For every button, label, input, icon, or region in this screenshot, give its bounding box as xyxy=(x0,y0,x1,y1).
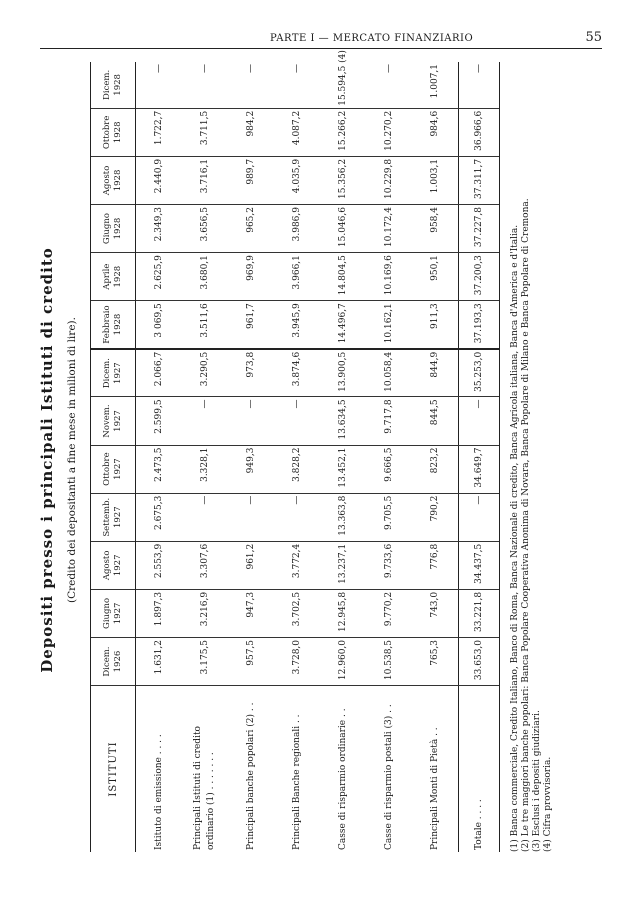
institution-name: Istituto di emissione . . . . xyxy=(153,734,164,850)
institution-name: Principali Monti di Pietà . . xyxy=(429,727,440,850)
table-row xyxy=(274,62,320,852)
column-header: Ottobre 1927 xyxy=(91,445,136,493)
table-cell: 2.440,9 xyxy=(136,156,183,204)
table-row xyxy=(412,62,459,852)
table-cell: — xyxy=(274,62,320,108)
table-cell: — xyxy=(136,62,183,108)
table-cell: 3.711,5 xyxy=(182,108,228,156)
footnote: (1) Banca commerciale, Credito Italiano, Banco di Roma, Banca Nazionale di credito, Banca Agricola italiana, Banca d'America e d'Italia. xyxy=(510,224,520,852)
table-cell: 9.705,5 xyxy=(366,493,412,541)
table-cell: 3.716,1 xyxy=(182,156,228,204)
table-cell: 961,2 xyxy=(228,541,274,589)
table-cell: 3.828,2 xyxy=(274,445,320,493)
table-cell: 4.035,9 xyxy=(274,156,320,204)
table-cell: — xyxy=(228,397,274,445)
table-cell: 33.653,0 xyxy=(459,637,500,685)
table-cell: 15.356,2 xyxy=(320,156,366,204)
table-cell: 35.253,0 xyxy=(459,349,500,397)
table-cell: — xyxy=(228,62,274,108)
table-cell: 37.200,3 xyxy=(459,253,500,301)
table-header-row xyxy=(91,62,136,852)
footnote: (3) Esclusi i depositi giudiziari. xyxy=(532,710,542,852)
table-cell: 3.216,9 xyxy=(182,589,228,637)
table-cell: 37.311,7 xyxy=(459,156,500,204)
page-number: 55 xyxy=(585,30,602,45)
table-cell: 844,9 xyxy=(412,349,459,397)
footnote: (4) Cifra provvisoria. xyxy=(543,756,553,852)
table-cell: 10.229,8 xyxy=(366,156,412,204)
header-rule xyxy=(40,48,602,49)
table-cell: 3 069,5 xyxy=(136,301,183,349)
column-header: Dicem. 1927 xyxy=(91,349,136,397)
table-cell: 10.270,2 xyxy=(366,108,412,156)
table-cell: 989,7 xyxy=(228,156,274,204)
table-cell: 1.897,3 xyxy=(136,589,183,637)
institution-name: Principali Banche regionali . . xyxy=(291,714,302,850)
table-cell: 2.625,9 xyxy=(136,253,183,301)
column-header: Novem. 1927 xyxy=(91,397,136,445)
table-cell: 776,8 xyxy=(412,541,459,589)
table-cell: 3.728,0 xyxy=(274,637,320,685)
table-cell: — xyxy=(274,397,320,445)
total-row xyxy=(459,62,500,852)
table-cell: 949,3 xyxy=(228,445,274,493)
table-cell: 3.772,4 xyxy=(274,541,320,589)
table-cell: 9.717,8 xyxy=(366,397,412,445)
running-head-title: PARTE I — MERCATO FINANZIARIO xyxy=(270,33,474,44)
table-cell: 34.437,5 xyxy=(459,541,500,589)
table-cell: 947,3 xyxy=(228,589,274,637)
table-cell: 12.960,0 xyxy=(320,637,366,685)
table-cell: 10.169,6 xyxy=(366,253,412,301)
table-cell: 3.511,6 xyxy=(182,301,228,349)
table-cell: 911,3 xyxy=(412,301,459,349)
table-cell: 13.900,5 xyxy=(320,349,366,397)
rotated-table-sheet xyxy=(32,50,592,860)
table-cell: — xyxy=(459,62,500,108)
table-cell: 965,2 xyxy=(228,205,274,253)
table-cell: 743,0 xyxy=(412,589,459,637)
deposits-table xyxy=(90,50,500,852)
table-cell: 3.945,9 xyxy=(274,301,320,349)
table-cell: 844,5 xyxy=(412,397,459,445)
table-cell: 950,1 xyxy=(412,253,459,301)
table-cell: 2.349,3 xyxy=(136,205,183,253)
column-header: ISTITUTI xyxy=(91,686,136,852)
table-cell: 10.058,4 xyxy=(366,349,412,397)
table-cell: 13.237,1 xyxy=(320,541,366,589)
table-cell: 2.675,3 xyxy=(136,493,183,541)
table-cell: 12.945,8 xyxy=(320,589,366,637)
column-header: Agosto 1927 xyxy=(91,541,136,589)
table-cell: 15.266,2 xyxy=(320,108,366,156)
footnotes xyxy=(510,62,554,852)
column-header: Febbraio 1928 xyxy=(91,301,136,349)
table-cell: 14.496,7 xyxy=(320,301,366,349)
table-cell: 3.702,5 xyxy=(274,589,320,637)
table-cell: — xyxy=(228,493,274,541)
table-row xyxy=(366,62,412,852)
table-cell: 13.452,1 xyxy=(320,445,366,493)
table-cell: 13.363,8 xyxy=(320,493,366,541)
table-cell: — xyxy=(182,397,228,445)
column-header: Aprile 1928 xyxy=(91,253,136,301)
table-cell: 3.175,5 xyxy=(182,637,228,685)
footnote: (2) Le tre maggiori banche popolari: Banca Popolare Cooperativa Anonima di Novara, Banca Popolare di Milano e Banca Popolare di Cremona. xyxy=(521,198,531,852)
table-cell: 1.631,2 xyxy=(136,637,183,685)
table-cell: 9.666,5 xyxy=(366,445,412,493)
table-cell: — xyxy=(182,493,228,541)
table-cell: 2.066,7 xyxy=(136,349,183,397)
column-header: Agosto 1928 xyxy=(91,156,136,204)
running-head xyxy=(40,30,602,48)
institution-name: Principali Istituti di credito ordinario (1) . . . . . . . xyxy=(193,726,216,850)
table-cell: 790,2 xyxy=(412,493,459,541)
table-cell: 10.172,4 xyxy=(366,205,412,253)
table-cell: 957,5 xyxy=(228,637,274,685)
institution-name: Totale . . . . xyxy=(459,686,500,852)
column-header: Dicem. 1928 xyxy=(91,62,136,108)
table-cell: 10.162,1 xyxy=(366,301,412,349)
table-cell: 969,9 xyxy=(228,253,274,301)
table-cell: 3.874,6 xyxy=(274,349,320,397)
institution-name: Casse di risparmio postali (3) . . xyxy=(383,704,394,850)
table-cell: 2.473,5 xyxy=(136,445,183,493)
table-cell: 1.722,7 xyxy=(136,108,183,156)
table-row xyxy=(182,62,228,852)
table-cell: 2.599,5 xyxy=(136,397,183,445)
table-body xyxy=(136,50,500,852)
table-cell: 984,2 xyxy=(228,108,274,156)
column-header: Giugno 1927 xyxy=(91,589,136,637)
table-cell: — xyxy=(274,493,320,541)
table-cell: 14.804,5 xyxy=(320,253,366,301)
table-cell: — xyxy=(459,397,500,445)
table-cell: 9.733,6 xyxy=(366,541,412,589)
table-heading: Depositi presso i principali Istituti di credito xyxy=(38,247,56,673)
table-cell: 15.594,5 (4) xyxy=(320,62,366,108)
column-header: Settemb. 1927 xyxy=(91,493,136,541)
column-header: Giugno 1928 xyxy=(91,205,136,253)
table-cell: 973,8 xyxy=(228,349,274,397)
table-cell: 1.003,1 xyxy=(412,156,459,204)
table-cell: 3.986,9 xyxy=(274,205,320,253)
table-cell: 2.553,9 xyxy=(136,541,183,589)
table-cell: 33.221,8 xyxy=(459,589,500,637)
column-header: Dicem. 1926 xyxy=(91,637,136,685)
table-row xyxy=(320,62,366,852)
table-cell: 3.680,1 xyxy=(182,253,228,301)
table-cell: 13.634,5 xyxy=(320,397,366,445)
table-row xyxy=(228,62,274,852)
table-cell: 961,7 xyxy=(228,301,274,349)
table-cell: — xyxy=(366,62,412,108)
table-cell: 3.307,6 xyxy=(182,541,228,589)
table-cell: 3.966,1 xyxy=(274,253,320,301)
table-cell: 37.193,3 xyxy=(459,301,500,349)
table-cell: 823,2 xyxy=(412,445,459,493)
table-row xyxy=(136,62,183,852)
table-subheading: (Credito dei depositanti a fine mese in milioni di lire). xyxy=(66,317,78,603)
table-cell: 15.046,6 xyxy=(320,205,366,253)
table-cell: 765,3 xyxy=(412,637,459,685)
table-cell: — xyxy=(459,493,500,541)
table-cell: 984,6 xyxy=(412,108,459,156)
column-header: Ottobre 1928 xyxy=(91,108,136,156)
table-cell: 3.328,1 xyxy=(182,445,228,493)
table-cell: 34.649,7 xyxy=(459,445,500,493)
table-cell: 958,4 xyxy=(412,205,459,253)
table-cell: 9.770,2 xyxy=(366,589,412,637)
table-cell: 1.007,1 xyxy=(412,62,459,108)
institution-name: Principali banche popolari (2) . . xyxy=(245,702,256,850)
table-cell: 4.087,2 xyxy=(274,108,320,156)
table-cell: 3.656,5 xyxy=(182,205,228,253)
table-cell: 3.290,5 xyxy=(182,349,228,397)
table-cell: 10.538,5 xyxy=(366,637,412,685)
institution-name: Casse di risparmio ordinarie . . xyxy=(337,708,348,850)
table-cell: 36.966,6 xyxy=(459,108,500,156)
table-cell: 37.227,8 xyxy=(459,205,500,253)
table-cell: — xyxy=(182,62,228,108)
